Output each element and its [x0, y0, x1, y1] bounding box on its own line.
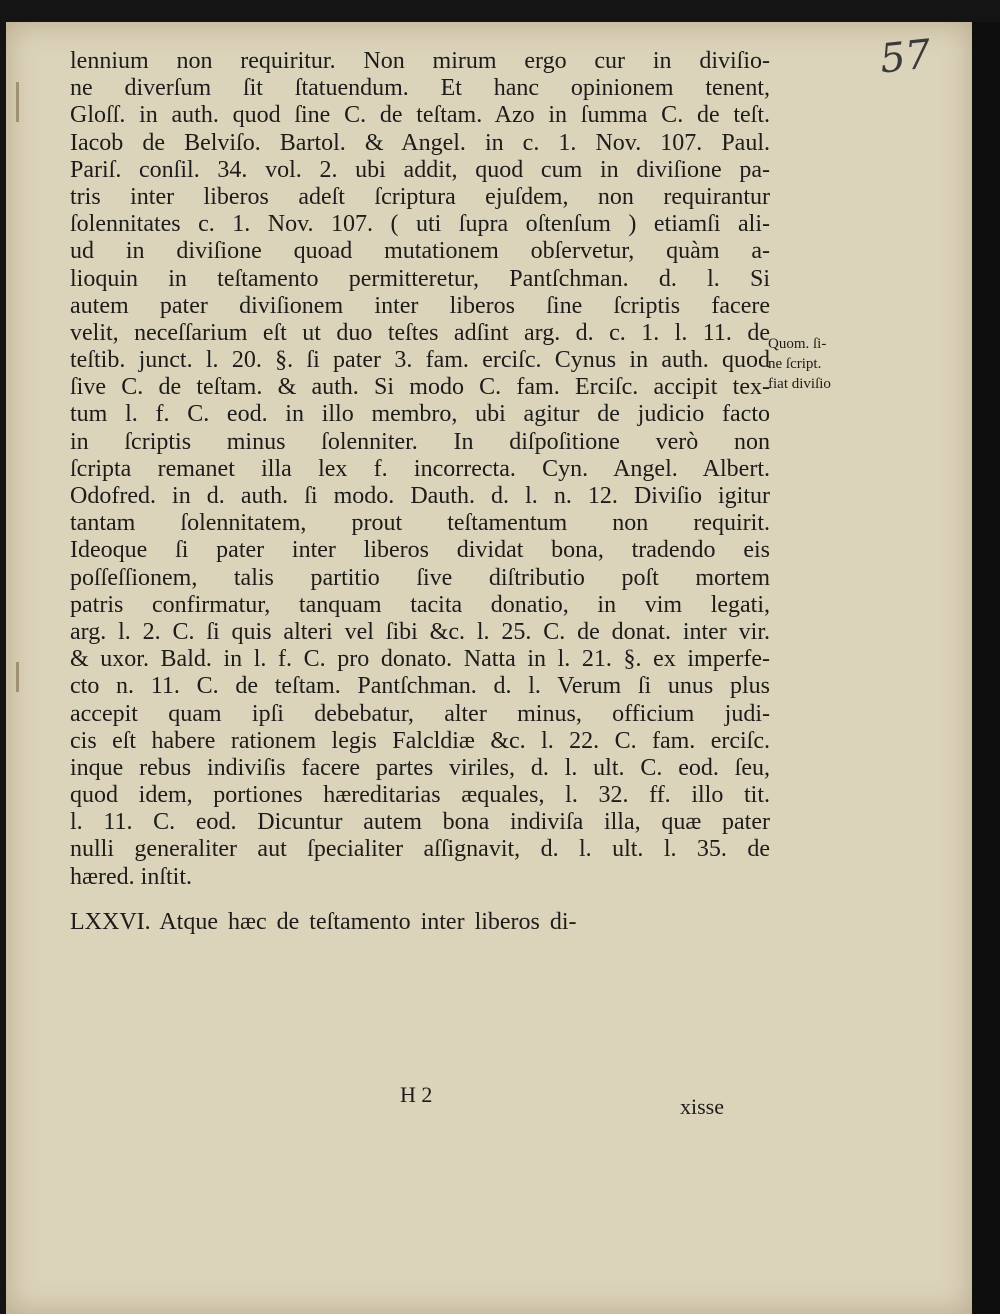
binding-mark — [16, 82, 19, 122]
marginal-note-line: ne ſcript. — [768, 356, 822, 372]
text-line: teſtib. junct. l. 20. §. ſi pater 3. fam. erciſc. Cynus in auth. quod — [70, 347, 770, 374]
text-line: hæred. inſtit. — [70, 863, 192, 890]
text-line: lioquin in teſtamento permitteretur, Pantſchman. d. l. Si — [70, 265, 770, 292]
marginal-note-line: Quom. ſi- — [768, 336, 827, 352]
section-heading-line: LXXVI. Atque hæc de teſtamento inter liberos di- — [70, 908, 577, 935]
text-line: ſolennitates c. 1. Nov. 107. ( uti ſupra oſtenſum ) etiamſi ali- — [70, 211, 770, 238]
marginal-note-line: fiat diviſio — [768, 376, 831, 392]
text-line: nulli generaliter aut ſpecialiter aſſignavit, d. l. ult. l. 35. de — [70, 836, 770, 863]
signature-mark: H 2 — [400, 1082, 433, 1107]
text-line: l. 11. C. eod. Dicuntur autem bona indiviſa illa, quæ pater — [70, 809, 770, 836]
text-line: inque rebus indiviſis facere partes viriles, d. l. ult. C. eod. ſeu, — [70, 754, 770, 781]
catchword: xisse — [680, 1094, 724, 1119]
text-line: Odofred. in d. auth. ſi modo. Dauth. d. l. n. 12. Diviſio igitur — [70, 483, 770, 509]
text-line: Iacob de Belviſo. Bartol. & Angel. in c. 1. Nov. 107. Paul. — [70, 129, 770, 156]
text-line: & uxor. Bald. in l. f. C. pro donato. Natta in l. 21. §. ex imperfe- — [70, 646, 770, 673]
text-line: Ideoque ſi pater inter liberos dividat bona, tradendo eis — [70, 537, 770, 564]
text-line: quod idem, portiones hæreditarias æquales, l. 32. ff. illo tit. — [70, 782, 770, 809]
text-line: autem pater diviſionem inter liberos ſine ſcriptis facere — [70, 292, 770, 319]
text-line: cto n. 11. C. de teſtam. Pantſchman. d. l. Verum ſi unus plus — [70, 673, 770, 700]
text-line: cis eſt habere rationem legis Falcldiæ &c. l. 22. C. fam. erciſc. — [70, 727, 770, 754]
text-line: velit, neceſſarium eſt ut duo teſtes adſint arg. d. c. 1. l. 11. de — [70, 319, 770, 346]
text-line: tum l. f. C. eod. in illo membro, ubi agitur de judicio facto — [70, 401, 770, 428]
scan-border — [972, 22, 1000, 1314]
text-line: Pariſ. conſil. 34. vol. 2. ubi addit, quod cum in diviſione pa- — [70, 156, 770, 183]
main-text-block — [70, 48, 770, 936]
text-line: lennium non requiritur. Non mirum ergo cur in diviſio- — [70, 48, 770, 74]
binding-mark — [16, 662, 19, 692]
text-line: Gloſſ. in auth. quod ſine C. de teſtam. Azo in ſumma C. de teſt. — [70, 102, 770, 129]
marginal-note — [768, 334, 878, 394]
text-line: ud in diviſione quoad mutationem obſervetur, quàm a- — [70, 238, 770, 265]
text-line: accepit quam ipſi debebatur, alter minus, officium judi- — [70, 700, 770, 727]
text-line: in ſcriptis minus ſolenniter. In diſpoſitione verò non — [70, 428, 770, 455]
text-line: poſſeſſionem, talis partitio ſive diſtributio poſt mortem — [70, 564, 770, 591]
text-line: ſcripta remanet illa lex f. incorrecta. Cyn. Angel. Albert. — [70, 455, 770, 482]
text-line: arg. l. 2. C. ſi quis alteri vel ſibi &c. l. 25. C. de donat. inter vir. — [70, 618, 770, 645]
text-line: patris confirmatur, tanquam tacita donatio, in vim legati, — [70, 591, 770, 618]
text-line: tantam ſolennitatem, prout teſtamentum non requirit. — [70, 510, 770, 537]
folio-number: 57 — [877, 31, 934, 83]
text-line: ſive C. de teſtam. & auth. Si modo C. fam. Erciſc. accipit tex- — [70, 374, 770, 401]
text-line: tris inter liberos adeſt ſcriptura ejuſdem, non requirantur — [70, 183, 770, 210]
text-line: ne diverſum ſit ſtatuendum. Et hanc opinionem tenent, — [70, 75, 770, 102]
